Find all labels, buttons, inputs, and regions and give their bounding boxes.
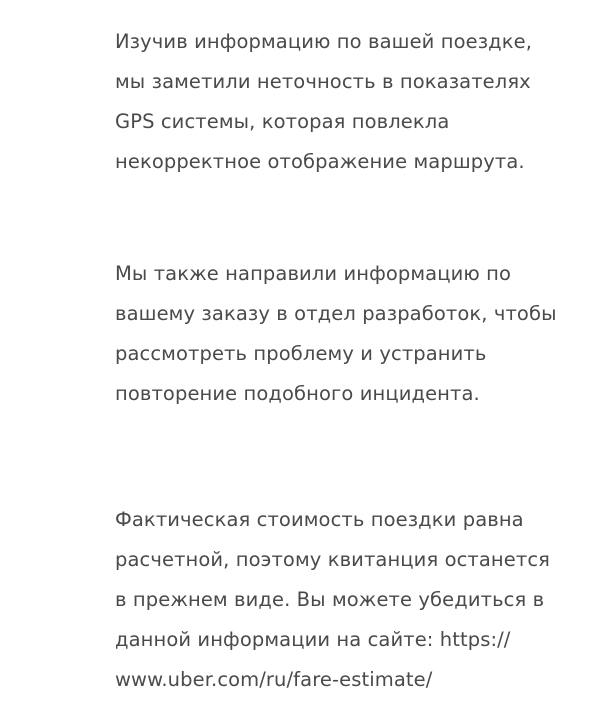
paragraph-line: вашему заказу в отдел разработок, чтобы xyxy=(115,302,557,325)
paragraph-spacer xyxy=(115,414,585,500)
paragraph-spacer xyxy=(115,182,585,254)
paragraph-line: расчетной, поэтому квитанция останется xyxy=(115,548,550,571)
paragraph-line: некорректное отображение маршрута. xyxy=(115,150,525,173)
paragraph-line: Фактическая стоимость поездки равна xyxy=(115,508,524,531)
paragraph-line: Мы также направили информацию по xyxy=(115,262,512,285)
paragraph-line: рассмотреть проблему и устранить xyxy=(115,342,487,365)
paragraph-development-report xyxy=(115,254,585,414)
fare-estimate-link-text: www.uber.com/ru/fare-estimate/ xyxy=(115,668,433,691)
paragraph-line: данной информации на сайте: https:// xyxy=(115,628,511,651)
paragraph-fare-estimate xyxy=(115,500,585,700)
paragraph-line: мы заметили неточность в показателях xyxy=(115,70,531,93)
paragraph-gps-inaccuracy xyxy=(115,22,585,182)
paragraph-line: Изучив информацию по вашей поездке, xyxy=(115,30,533,53)
paragraph-line: повторение подобного инцидента. xyxy=(115,382,480,405)
paragraph-line: GPS системы, которая повлекла xyxy=(115,110,450,133)
paragraph-line: в прежнем виде. Вы можете убедиться в xyxy=(115,588,545,611)
message-body xyxy=(115,22,585,700)
